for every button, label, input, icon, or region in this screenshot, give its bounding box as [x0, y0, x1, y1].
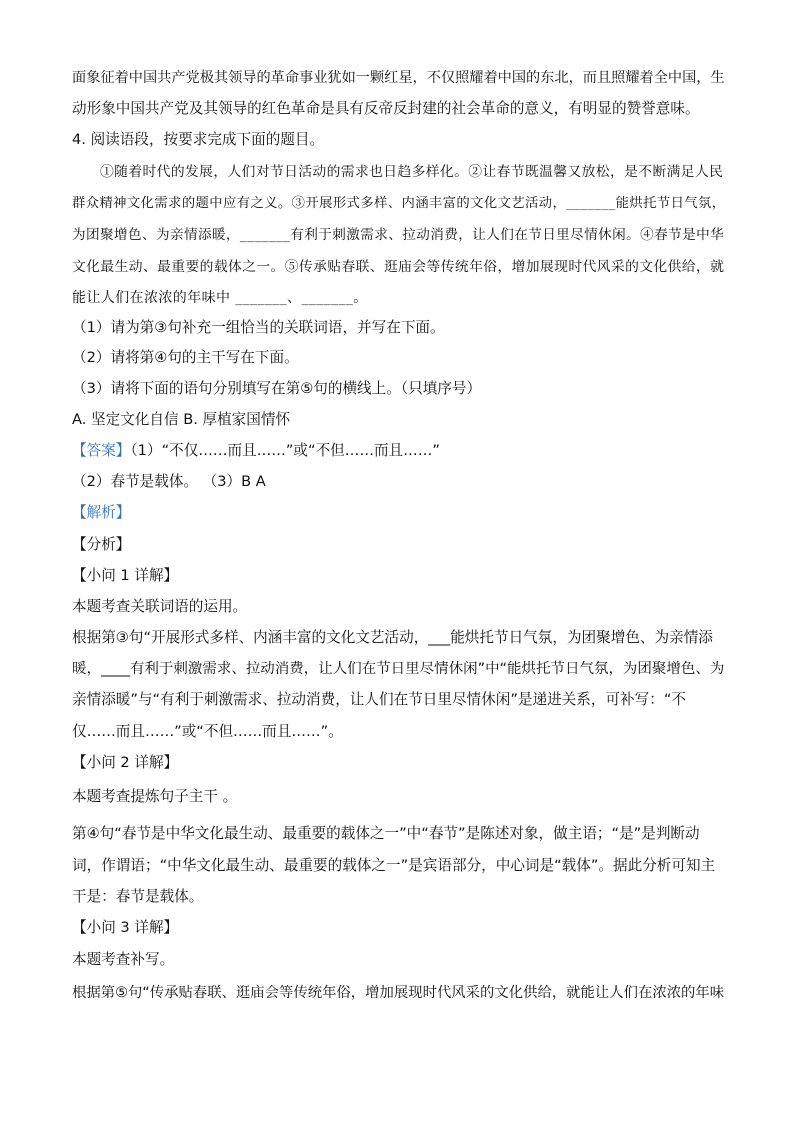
- section-heading: 【小问 1 详解】: [72, 567, 179, 584]
- sub-question: （1）请为第③句补充一组恰当的关联词语，并写在下面。: [72, 319, 445, 336]
- sub-question: （2）请将第④句的主干写在下面。: [72, 349, 299, 366]
- passage-line: 为团聚增色、为亲情添暖，_______有利于刺激需求、拉动消费，让人们在节日里尽情休闲。④春节是中华: [72, 227, 725, 243]
- answer-line: [72, 441, 440, 461]
- sub-question: （3）请将下面的语句分别填写在第⑤句的横线上。（只填序号）: [72, 380, 482, 397]
- text-line: 面象征着中国共产党极其领导的革命事业犹如一颗红星，不仅照耀着中国的东北，而且照耀着全中国，生: [72, 70, 725, 86]
- passage-line: 文化最生动、最重要的载体之一。⑤传承贴春联、逛庙会等传统年俗，增加展现时代风采的文化供给，就: [72, 259, 725, 275]
- text-line: 本题考查关联词语的运用。: [72, 598, 248, 615]
- text-line: 第④句“春节是中华文化最生动、最重要的载体之一”中“春节”是陈述对象，做主语；“是”是判断动: [72, 825, 700, 842]
- text-line: 根据第③句“开展形式多样、内涵丰富的文化文艺活动，___能烘托节日气氛，为团聚增色、为亲情添: [72, 629, 713, 646]
- answer-line: （2）春节是载体。 （3）B A: [72, 473, 266, 490]
- passage-line: ①随着时代的发展，人们对节日活动的需求也日趋多样化。②让春节既温馨又放松，是不断满足人民: [100, 164, 724, 180]
- text-line: 亲情添暖”与“有利于刺激需求、拉动消费，让人们在节日里尽情休闲”是递进关系，可补写：“不: [72, 691, 686, 708]
- answer-tag: 【答案】: [72, 442, 131, 459]
- passage-line: 群众精神文化需求的题中应有之义。③开展形式多样、内涵丰富的文化文艺活动，_______能烘托节日气氛，: [72, 196, 726, 211]
- section-heading: 【小问 2 详解】: [72, 754, 179, 771]
- answer-text: （1）“不仅……而且……”或“不但……而且……”: [130, 442, 440, 459]
- text-line: 仅……而且……”或“不但……而且……”。: [72, 723, 343, 740]
- text-line: 暖，____有利于刺激需求、拉动消费，让人们在节日里尽情休闲”中“能烘托节日气氛，为团聚增色、为: [72, 661, 725, 677]
- text-line: 本题考查补写。: [72, 951, 175, 968]
- options-line: A. 坚定文化自信 B. 厚植家国情怀: [72, 411, 291, 428]
- text-line: 根据第⑤句“传承贴春联、逛庙会等传统年俗，增加展现时代风采的文化供给，就能让人们在浓浓的年味: [72, 985, 725, 1001]
- question-heading: 4. 阅读语段，按要求完成下面的题目。: [72, 131, 325, 148]
- text-line: 干是：春节是载体。: [72, 888, 204, 905]
- text-line: 词，作谓语；“中华文化最生动、最重要的载体之一”是宾语部分，中心词是“载体”。据此分析可知主: [72, 857, 716, 874]
- section-heading: 【小问 3 详解】: [72, 919, 179, 936]
- text-line: 动形象中国共产党及其领导的红色革命是具有反帝反封建的社会革命的意义，有明显的赞誉意味。: [72, 100, 700, 117]
- text-line: 本题考查提炼句子主干 。: [72, 788, 238, 805]
- passage-line: 能让人们在浓浓的年味中 _______、_______。: [72, 290, 368, 306]
- section-heading: 【分析】: [72, 536, 131, 553]
- analysis-tag: 【解析】: [72, 504, 131, 521]
